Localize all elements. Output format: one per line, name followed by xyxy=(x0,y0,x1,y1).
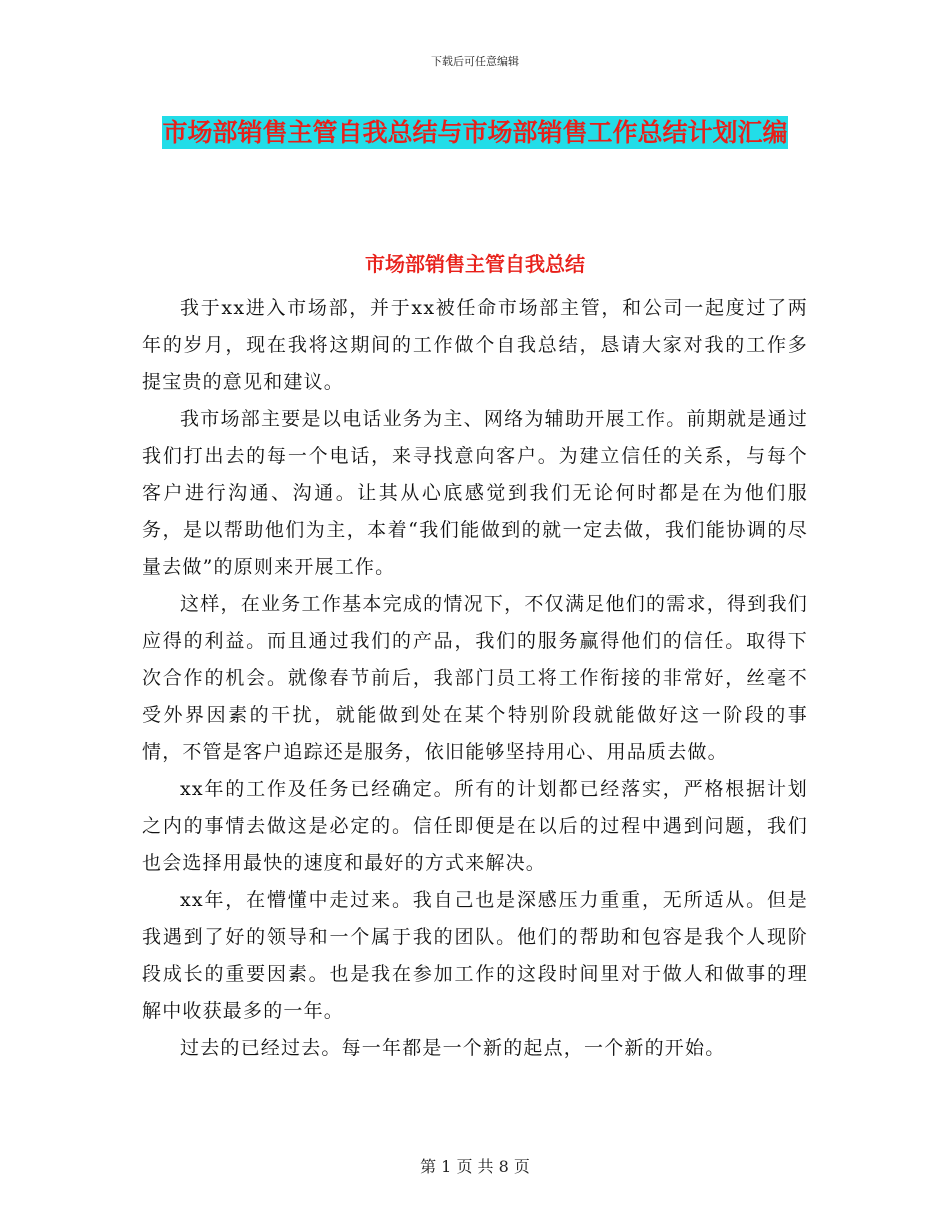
body-text xyxy=(142,290,808,1067)
page-number-footer: 第 1 页 共 8 页 xyxy=(420,1157,530,1176)
paragraph: xx年，在懵懂中走过来。我自己也是深感压力重重，无所适从。但是我遇到了好的领导和一个属于我的团队。他们的帮助和包容是我个人现阶段成长的重要因素。也是我在参加工作的这段时间里对于做人和做事的理解中收获最多的一年。 xyxy=(142,889,808,1022)
paragraph: xx年的工作及任务已经确定。所有的计划都已经落实，严格根据计划之内的事情去做这是必定的。信任即便是在以后的过程中遇到问题，我们也会选择用最快的速度和最好的方式来解决。 xyxy=(142,778,808,874)
paragraph: 这样，在业务工作基本完成的情况下，不仅满足他们的需求，得到我们应得的利益。而且通过我们的产品，我们的服务赢得他们的信任。取得下次合作的机会。就像春节前后，我部门员工将工作衔接的非常好，丝毫不受外界因素的干扰，就能做到处在某个特别阶段就能做好这一阶段的事情，不管是客户追踪还是服务，依旧能够坚持用心、用品质去做。 xyxy=(142,593,808,763)
document-title-text: 市场部销售主管自我总结与市场部销售工作总结计划汇编 xyxy=(162,118,788,147)
paragraph: 我于xx进入市场部，并于xx被任命市场部主管，和公司一起度过了两年的岁月，现在我将这期间的工作做个自我总结，恳请大家对我的工作多提宝贵的意见和建议。 xyxy=(142,297,808,393)
section-title: 市场部销售主管自我总结 xyxy=(365,252,585,276)
paragraph: 我市场部主要是以电话业务为主、网络为辅助开展工作。前期就是通过我们打出去的每一个电话，来寻找意向客户。为建立信任的关系，与每个客户进行沟通、沟通。让其从心底感觉到我们无论何时都是在为他们服务，是以帮助他们为主，本着“我们能做到的就一定去做，我们能协调的尽量去做”的原则来开展工作。 xyxy=(142,408,808,578)
header-note: 下载后可任意编辑 xyxy=(431,55,519,68)
document-title xyxy=(150,110,800,156)
paragraph: 过去的已经过去。每一年都是一个新的起点，一个新的开始。 xyxy=(180,1037,726,1059)
